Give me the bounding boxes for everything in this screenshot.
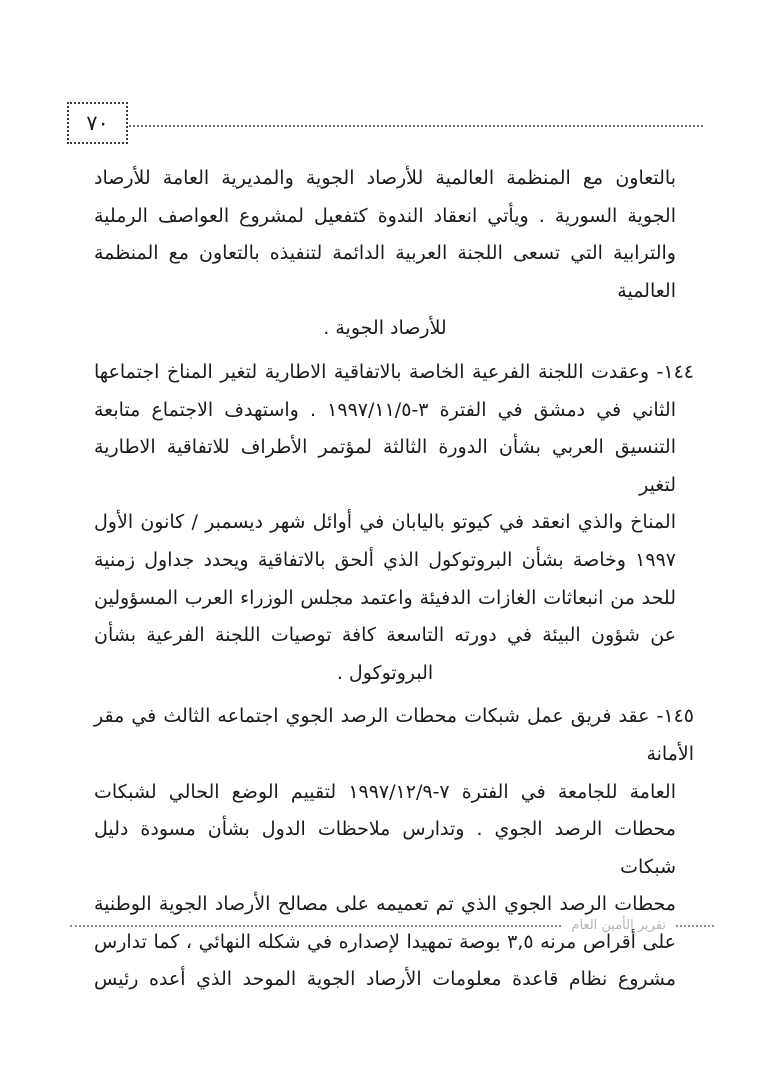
text-line: عن شؤون البيئة في دورته التاسعة كافة توصيات اللجنة الفرعية بشأن	[94, 624, 676, 647]
text-line: العامة للجامعة في الفترة ٧-١٩٩٧/١٢/٩ لتقييم الوضع الحالي لشبكات	[94, 780, 677, 803]
text-line: مشروع نظام قاعدة معلومات الأرصاد الجوية الموحد الذي أعده رئيس	[94, 968, 676, 991]
text-line: على أقراص مرنه ٣,٥ بوصة تمهيدا لإصداره في شكله النهائي ، كما تدارس	[94, 930, 676, 953]
paragraph-item-144	[94, 354, 694, 692]
text-line: البروتوكول .	[336, 661, 434, 684]
document-body	[94, 160, 694, 999]
text-line: للحد من انبعاثات الغازات الدفيئة واعتمد مجلس الوزراء العرب المسؤولين	[94, 586, 676, 609]
text-line: محطات الرصد الجوي الذي تم تعميمه على مصالح الأرصاد الجوية الوطنية	[94, 893, 676, 916]
paragraph-item-145	[94, 698, 694, 999]
text-line: الجوية السورية . ويأتي انعقاد الندوة كتفعيل لمشروع العواصف الرملية	[94, 204, 676, 227]
footer-rule-short	[676, 925, 714, 927]
text-line: بالتعاون مع المنظمة العالمية للأرصاد الجوية والمديرية العامة للأرصاد	[94, 167, 676, 189]
text-line: التنسيق العربي بشأن الدورة الثالثة لمؤتمر الأطراف للاتفاقية الاطارية لتغير	[94, 436, 676, 496]
text-line: للأرصاد الجوية .	[323, 317, 447, 340]
text-line: المناخ والذي انعقد في كيوتو باليابان في أوائل شهر ديسمبر / كانون الأول	[94, 511, 676, 534]
paragraph-list	[94, 160, 694, 999]
text-line: الثاني في دمشق في الفترة ٣-١٩٩٧/١١/٥ . واستهدف الاجتماع متابعة	[94, 398, 676, 421]
text-line: محطات الرصد الجوي . وتدارس ملاحظات الدول بشأن مسودة دليل شبكات	[94, 818, 676, 878]
footer-label: تقرير الأمين العام	[571, 918, 666, 933]
page-footer	[70, 918, 714, 933]
paragraph-intro	[94, 160, 694, 348]
page-number-box	[67, 102, 128, 144]
footer-rule-long	[70, 925, 561, 927]
text-line: والترابية التي تسعى اللجنة العربية الدائمة لتنفيذه بالتعاون مع المنظمة العالمية	[94, 242, 676, 302]
text-line: ١٤٥- عقد فريق عمل شبكات محطات الرصد الجوي اجتماعه الثالث في مقر الأمانة	[94, 705, 694, 765]
page-number: ٧٠	[86, 111, 109, 135]
header-rule	[129, 125, 703, 127]
text-line: ١٤٤- وعقدت اللجنة الفرعية الخاصة بالاتفاقية الاطارية لتغير المناخ اجتماعها	[94, 360, 694, 383]
text-line: ١٩٩٧ وخاصة بشأن البروتوكول الذي ألحق بالاتفاقية ويحدد جداول زمنية	[94, 548, 676, 571]
